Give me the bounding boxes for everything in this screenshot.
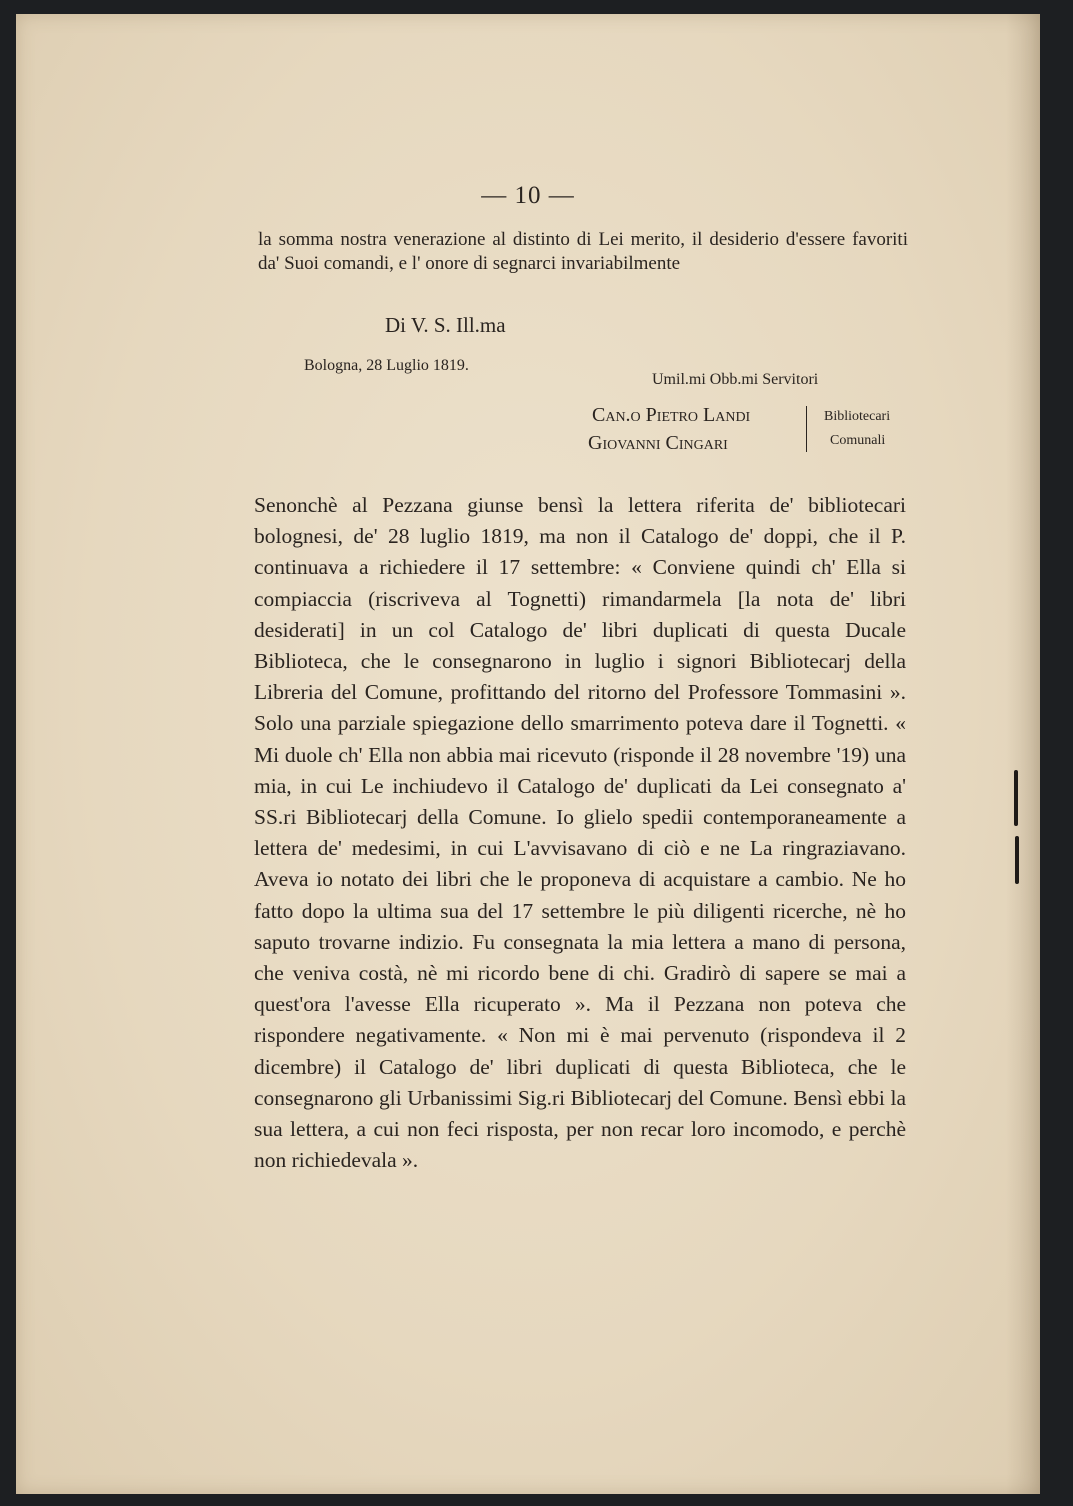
signatory-role-line1: Bibliotecari xyxy=(824,409,891,424)
letter-salutation: Di V. S. Ill.ma xyxy=(385,313,506,337)
margin-ink-mark-lower xyxy=(1015,836,1019,884)
page-number: — 10 — xyxy=(481,182,575,209)
signatory-cingari: Giovanni Cingari xyxy=(588,432,728,454)
signatory-landi: Can.o Pietro Landi xyxy=(592,404,751,426)
body-paragraph: Senonchè al Pezzana giunse bensì la lettera riferita de' bibliotecari bolognesi, de' 28 luglio 1819, ma non il Catalogo de' doppi, che il P. continuava a richiedere il 17 settembre: « Conviene quindi ch' Ella si compiaccia (riscriveva al Tognetti) rimandarmela [la nota de' libri desiderati] in un col Catalogo de' libri duplicati di questa Ducale Biblioteca, che le consegnarono in luglio i signori Bibliotecarj della Libreria del Comune, profittando del ritorno del Professore Tommasini ». Solo una parziale spiegazione dello smarrimento poteva dare il Tognetti. « Mi duole ch' Ella non abbia mai ricevuto (risponde il 28 novembre '19) una mia, in cui Le inchiudevo il Catalogo de' duplicati da Lei consegnato a' SS.ri Bibliotecarj della Comune. Io glielo spedii contemporaneamente a lettera de' medesimi, in cui L'avvisavano di ciò e ne La ringraziavano. Aveva io notato dei libri che le proponeva di acquistare a cambio. Ne ho fatto dopo la ultima sua del 17 settembre le più diligenti ricerche, nè ho saputo trovarne indizio. Fu consegnata la mia lettera a mano di persona, che veniva costà, nè mi ricordo bene di chi. Gradirò di sapere se mai a quest'ora l'avesse Ella ricuperato ». Ma il Pezzana non poteva che rispondere negativamente. « Non mi è mai pervenuto (rispondeva il 2 dicembre) il Catalogo de' libri duplicati di questa Biblioteca, che le consegnarono gli Urbanissimi Sig.ri Bibliotecarj del Comune. Bensì ebbi la sua lettera, a cui non feci risposta, per non recar loro incomodo, e perchè non richiedevala ». xyxy=(254,493,906,1173)
signatory-brace xyxy=(806,406,811,452)
signatory-role-line2: Comunali xyxy=(830,433,886,448)
letter-place-date: Bologna, 28 Luglio 1819. xyxy=(304,357,469,374)
book-page xyxy=(16,14,1040,1494)
margin-ink-mark-upper xyxy=(1014,770,1018,826)
page-edge-shadow xyxy=(1006,14,1040,1494)
letter-closing-text: la somma nostra venerazione al distinto di Lei merito, il desiderio d'essere favoriti da' Suoi comandi, e l' onore di segnarci invariabilmente xyxy=(258,229,908,274)
letter-servants: Umil.mi Obb.mi Servitori xyxy=(652,371,819,388)
